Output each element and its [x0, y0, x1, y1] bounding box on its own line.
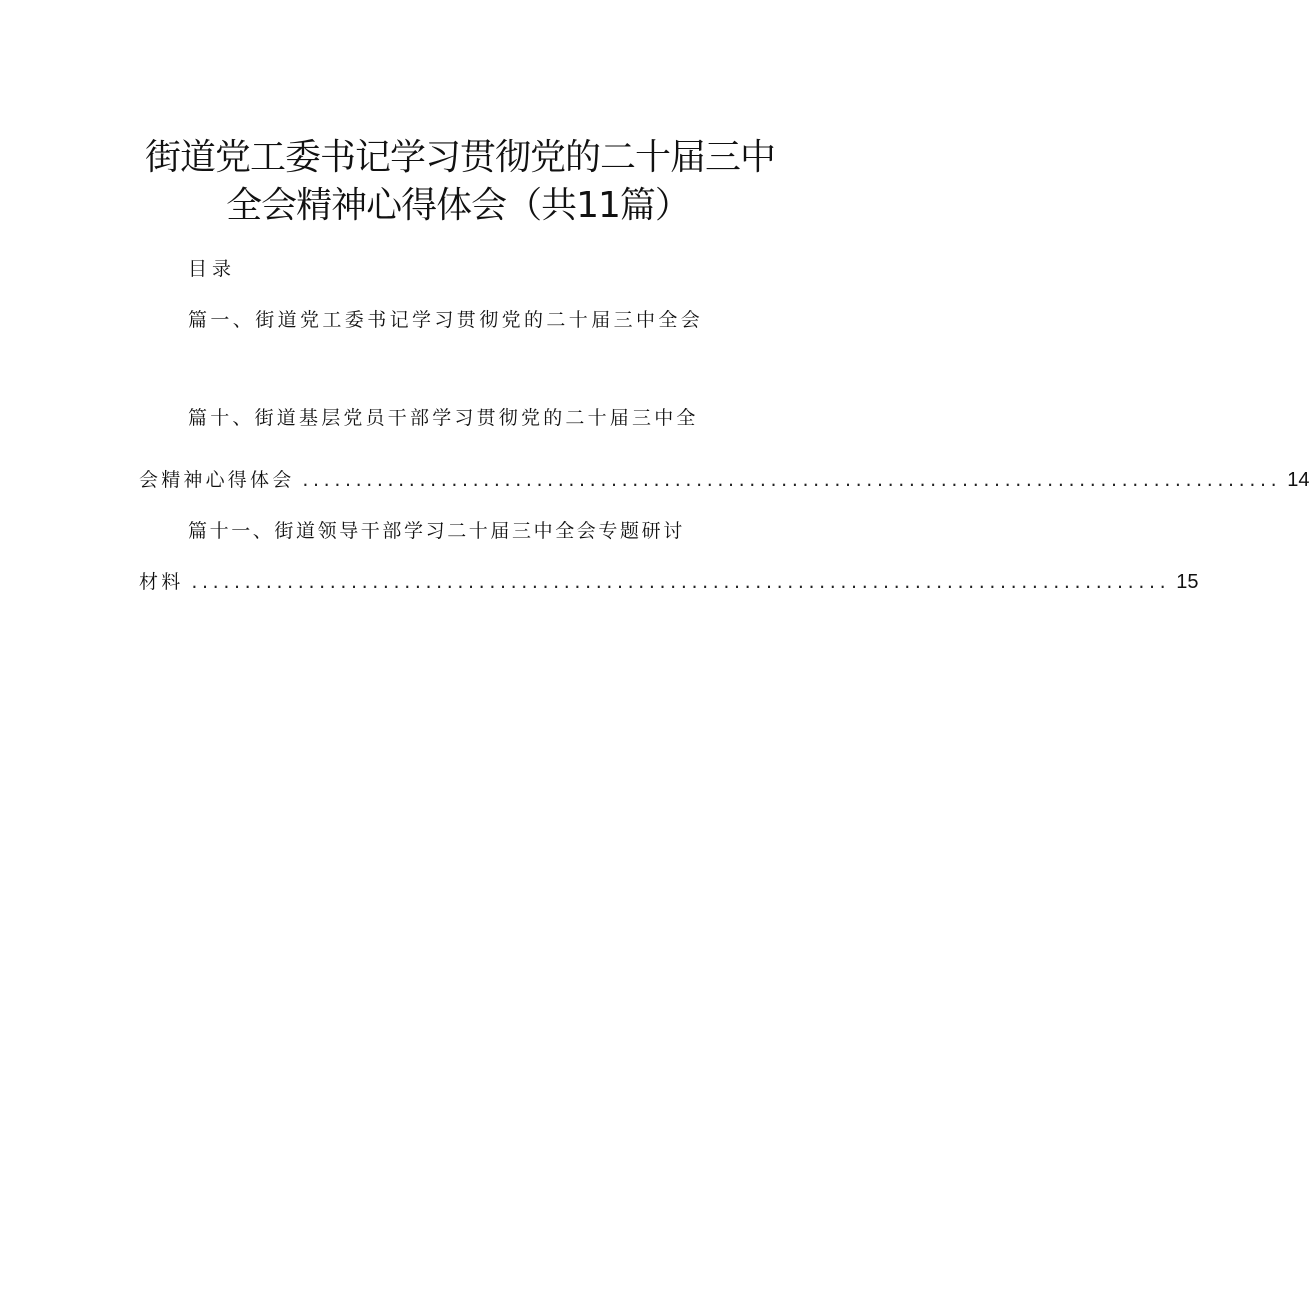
toc-entry-10-page-number: 14 [1287, 469, 1310, 491]
toc-entry-10-continuation[interactable] [139, 467, 1310, 493]
toc-entry-1[interactable] [188, 307, 703, 333]
toc-heading: 目录 [188, 258, 237, 280]
document-title-line-2: 全会精神心得体会（共11篇） [226, 185, 690, 226]
toc-entry-11-page-number: 15 [1176, 571, 1199, 593]
toc-leader-dots: ............................................................................................ [302, 469, 1282, 491]
toc-entry-10-title-line-2: 会精神心得体会 [139, 469, 295, 491]
toc-entry-11-title-line-1: 篇十一、街道领导干部学习二十届三中全会专题研讨 [188, 520, 685, 542]
toc-leader-dots: ............................................................................................ [191, 571, 1171, 593]
toc-entry-11-continuation[interactable] [139, 569, 1199, 595]
toc-entry-1-title: 篇一、街道党工委书记学习贯彻党的二十届三中全会 [188, 309, 704, 331]
document-title-line-1: 街道党工委书记学习贯彻党的二十届三中 [144, 137, 775, 178]
toc-entry-11-title-line-2: 材料 [139, 571, 184, 593]
toc-entry-10[interactable] [188, 405, 699, 431]
toc-entry-11[interactable] [188, 518, 685, 544]
toc-entry-10-title-line-1: 篇十、街道基层党员干部学习贯彻党的二十届三中全 [188, 407, 699, 429]
